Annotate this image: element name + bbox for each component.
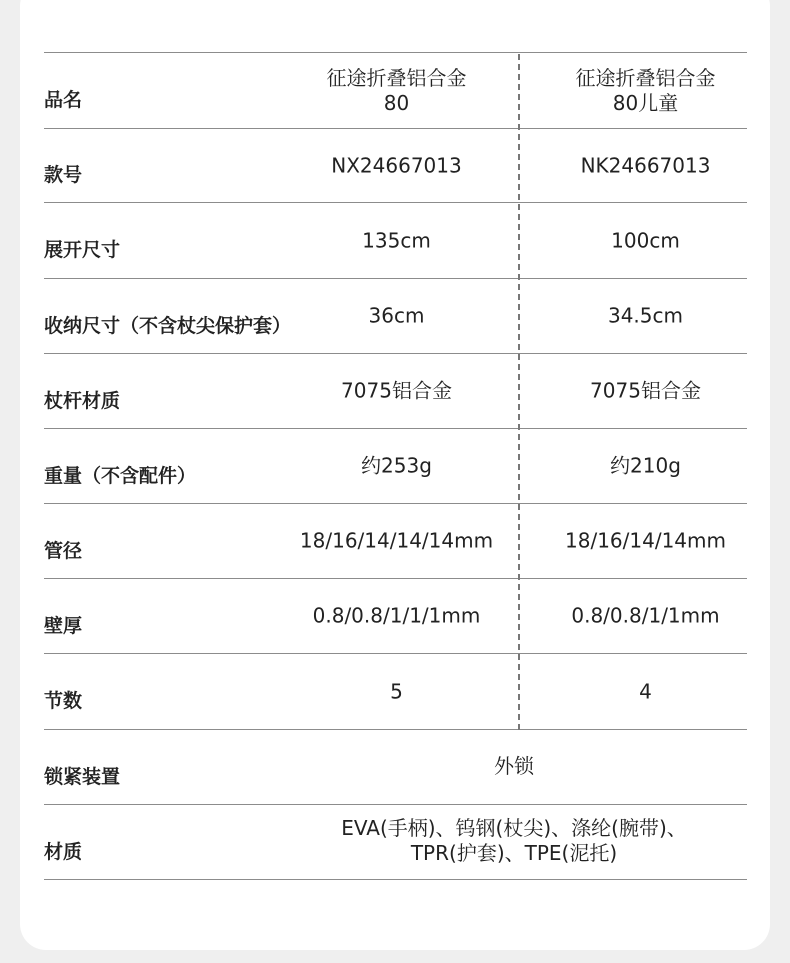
- cell-model-80: 0.8/0.8/1/1/1mm: [312, 603, 481, 628]
- table-row-item-number: [44, 129, 747, 203]
- row-label: 锁紧装置: [44, 765, 121, 788]
- cell-model-80-kids: 4: [639, 679, 652, 703]
- table-row-unfolded-length: [44, 203, 747, 279]
- row-label: 管径: [44, 539, 83, 562]
- cell-model-80-kids: NK24667013: [580, 153, 711, 177]
- cell-model-80: 7075铝合金: [341, 378, 452, 403]
- table-row-shaft-material: [44, 354, 747, 429]
- row-label: 重量（不含配件）: [44, 464, 197, 487]
- cell-model-80-kids: 7075铝合金: [590, 378, 701, 403]
- cell-model-80: NX24667013: [331, 153, 462, 177]
- cell-model-80-kids: 约210g: [610, 453, 681, 478]
- cell-model-80-kids: 0.8/0.8/1/1mm: [571, 603, 720, 628]
- cell-model-80: 征途折叠铝合金 80: [326, 65, 467, 115]
- row-label: 杖杆材质: [44, 389, 121, 412]
- row-label: 材质: [44, 840, 83, 863]
- row-label: 节数: [44, 690, 83, 712]
- row-label: 展开尺寸: [44, 239, 121, 261]
- cell-model-80: 36cm: [368, 303, 425, 328]
- table-row-folded-length: [44, 279, 747, 354]
- row-label: 壁厚: [44, 614, 83, 637]
- row-label: 款号: [44, 164, 83, 186]
- cell-shared: EVA(手柄)、钨钢(杖尖)、涤纶(腕带)、 TPR(护套)、TPE(泥托): [341, 816, 687, 865]
- table-row-materials: [44, 805, 747, 880]
- row-label: 品名: [44, 89, 83, 111]
- column-divider: [518, 54, 520, 730]
- table-row-locking-mechanism: [44, 730, 747, 805]
- cell-model-80: 18/16/14/14/14mm: [299, 528, 494, 553]
- spec-table: [44, 52, 747, 880]
- cell-model-80: 5: [390, 679, 403, 703]
- table-row-tube-diameter: [44, 504, 747, 579]
- cell-model-80: 约253g: [361, 453, 432, 478]
- table-row-product-name: [44, 52, 747, 129]
- cell-model-80-kids: 100cm: [611, 228, 680, 252]
- table-row-weight: [44, 429, 747, 504]
- cell-model-80-kids: 征途折叠铝合金 80儿童: [575, 65, 716, 115]
- table-row-sections: [44, 654, 747, 730]
- cell-model-80: 135cm: [362, 228, 431, 252]
- cell-shared: 外锁: [494, 754, 534, 778]
- table-row-wall-thickness: [44, 579, 747, 654]
- row-label: 收纳尺寸（不含杖尖保护套）: [44, 314, 292, 337]
- cell-model-80-kids: 18/16/14/14mm: [565, 528, 726, 553]
- cell-model-80-kids: 34.5cm: [607, 303, 683, 328]
